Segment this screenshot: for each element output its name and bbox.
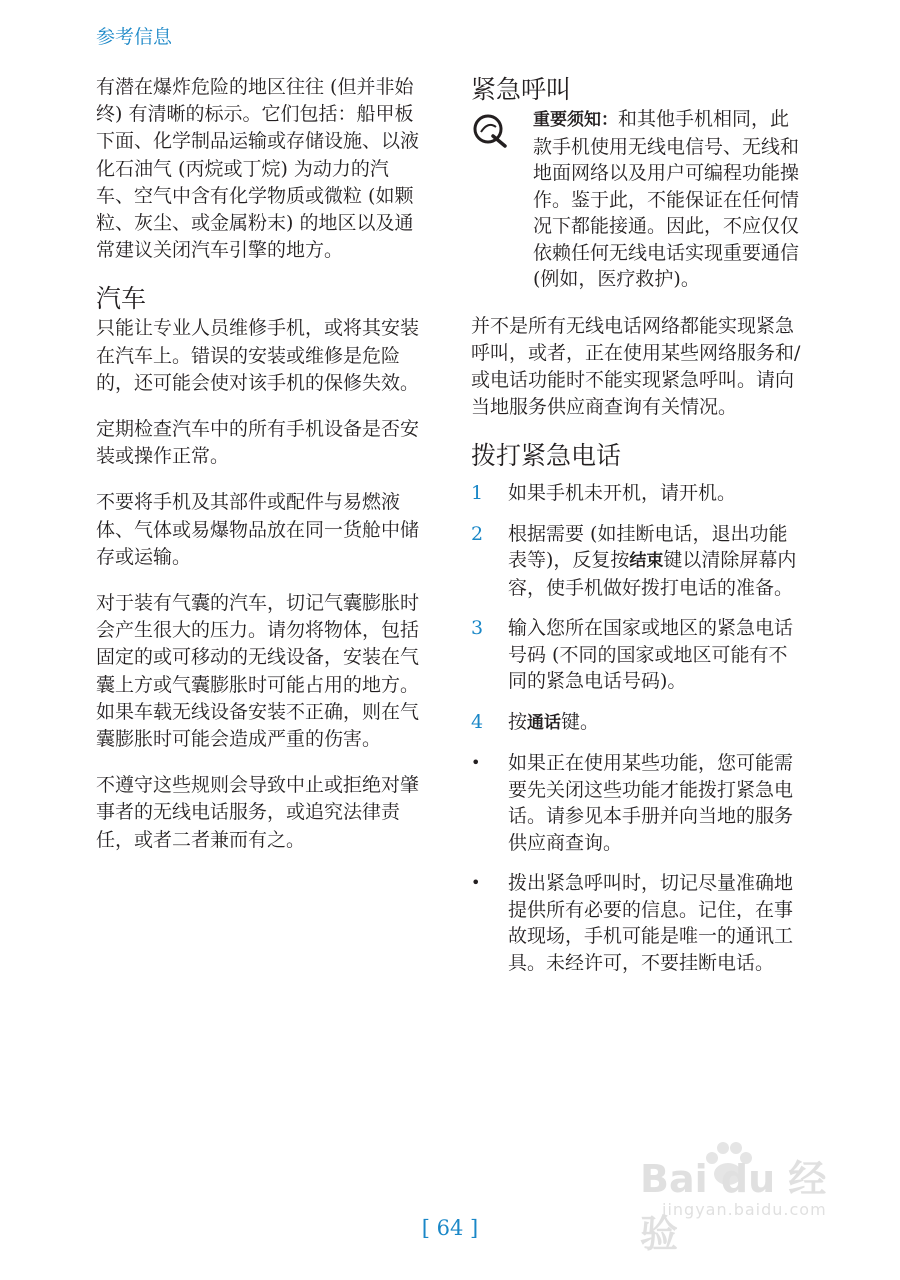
vehicle-paragraph-1: 只能让专业人员维修手机，或将其安装在汽车上。错误的安装或维修是危险的，还可能会使对该手机的保修失效。	[96, 317, 420, 394]
step-3	[471, 615, 801, 695]
bullet-text: 拨出紧急呼叫时，切记尽量准确地提供所有必要的信息。记住，在事故现场，手机可能是唯一的通讯工具。未经许可，不要挂断电话。	[508, 872, 794, 974]
right-column	[471, 74, 801, 990]
step-number: 3	[471, 617, 484, 640]
note-body: 和其他手机相同，此款手机使用无线电信号、无线和地面网络以及用户可编程功能操作。鉴于此，不能保证在任何情况下都能接通。因此，不应仅仅依赖任何无线电话实现重要通信 (例如，医疗救护)。	[533, 108, 800, 290]
left-column	[96, 74, 426, 873]
bullet-text: 如果正在使用某些功能，您可能需要先关闭这些功能才能拨打紧急电话。请参见本手册并向当地的服务供应商查询。	[508, 752, 794, 854]
step-text	[508, 521, 801, 602]
vehicle-heading: 汽车	[96, 284, 147, 314]
bullet-item-2	[471, 870, 801, 976]
page-number: [ 64 ]	[421, 1216, 479, 1240]
bullet-item-1	[471, 750, 801, 856]
bullet-icon: •	[471, 873, 481, 893]
step-number: 4	[471, 710, 484, 733]
section-header: 参考信息	[96, 26, 173, 48]
vehicle-paragraph-2: 定期检查汽车中的所有手机设备是否安装或操作正常。	[96, 418, 420, 468]
step-text-after: 键。	[561, 710, 600, 733]
step-text-before: 根据需要 (如挂断电话，退出功能表等)，反复按	[508, 522, 788, 572]
step-4	[471, 709, 801, 737]
step-text-after: 键以清除屏幕内容，使手机做好拨打电话的准备。	[508, 549, 797, 599]
bullet-icon: •	[471, 753, 481, 773]
network-paragraph: 并不是所有无线电话网络都能实现紧急呼叫，或者，正在使用某些网络服务和/或电话功能时不能实现紧急呼叫。请向当地服务供应商查询有关情况。	[471, 314, 801, 419]
step-2	[471, 521, 801, 602]
step-number: 2	[471, 522, 484, 545]
dial-heading: 拨打紧急电话	[471, 441, 622, 471]
intro-paragraph: 有潜在爆炸危险的地区往往 (但并非始终) 有清晰的标示。它们包括：船甲板下面、化学制品运输或存储设施、以液化石油气 (丙烷或丁烷) 为动力的汽车、空气中含有化学物质或微粒 (如颗粒、灰尘、或金属粉末) 的地区以及通常建议关闭汽车引擎的地方。	[96, 76, 420, 262]
step-text-before: 按	[508, 710, 528, 733]
call-key-label: 通话	[527, 712, 562, 733]
watermark-text: Bai du 经验	[640, 1157, 827, 1256]
end-key-label: 结束	[629, 551, 664, 572]
note-text	[533, 106, 801, 293]
step-1	[471, 480, 801, 507]
pencil-note-icon	[471, 106, 533, 293]
vehicle-paragraph-4: 对于装有气囊的汽车，切记气囊膨胀时会产生很大的压力。请勿将物体，包括固定的或可移动的无线设备，安装在气囊上方或气囊膨胀时可能占用的地方。如果车载无线设备安装不正确，则在气囊膨胀时可能会造成严重的伤害。	[96, 592, 420, 751]
baidu-watermark-logo	[640, 1140, 840, 1256]
note-label: 重要须知：	[533, 110, 618, 130]
emergency-heading: 紧急呼叫	[471, 75, 572, 104]
vehicle-paragraph-5: 不遵守这些规则会导致中止或拒绝对肇事者的无线电话服务，或追究法律责任，或者二者兼而有之。	[96, 774, 420, 851]
step-text: 输入您所在国家或地区的紧急电话号码 (不同的国家或地区可能有不同的紧急电话号码)。	[508, 617, 794, 693]
watermark-url: jingyan.baidu.com	[662, 1200, 827, 1219]
important-note	[471, 106, 801, 293]
step-text	[508, 709, 801, 737]
step-text: 如果手机未开机，请开机。	[508, 482, 737, 505]
vehicle-paragraph-3: 不要将手机及其部件或配件与易燃液体、气体或易爆物品放在同一货舱中储存或运输。	[96, 491, 420, 568]
step-number: 1	[471, 482, 484, 505]
